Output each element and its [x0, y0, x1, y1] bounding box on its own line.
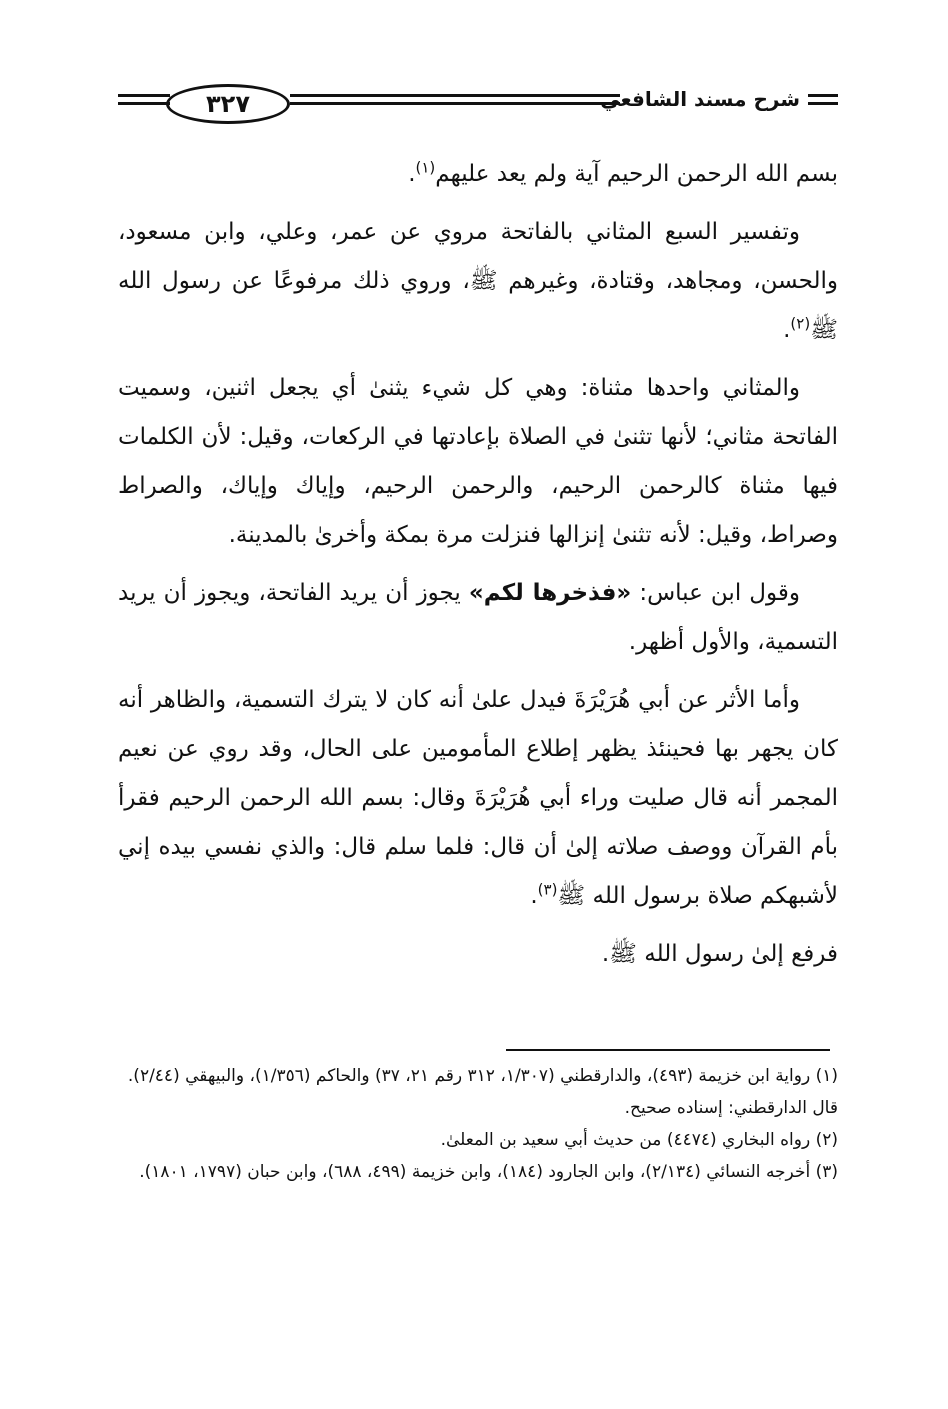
punctuation: . — [408, 161, 416, 187]
punctuation: . — [783, 317, 791, 343]
header-rule-right — [808, 94, 838, 97]
page-header — [118, 80, 838, 128]
paragraph — [118, 676, 838, 921]
paragraph-text: يجوز أن يريد الفاتحة، ويجوز أن يريد التسمية، والأول أظهر. — [118, 580, 838, 655]
paragraph-text: وقول ابن عباس: — [631, 580, 800, 606]
paragraph-text: وتفسير السبع المثاني بالفاتحة مروي عن عمر، وعلي، وابن مسعود، والحسن، ومجاهد، وقتادة، وغيرهم ﷺ، وروي ذلك مرفوعًا عن رسول الله ﷺ — [118, 219, 838, 343]
paragraph-text: بسم الله الرحمن الرحيم آية ولم يعد عليهم — [435, 161, 838, 187]
paragraph — [118, 150, 838, 199]
main-text — [118, 150, 838, 988]
footnote-separator — [506, 1049, 830, 1051]
paragraph: والمثاني واحدها مثناة: وهي كل شيء يثنىٰ أي يجعل اثنين، وسميت الفاتحة مثاني؛ لأنها تثنىٰ في الصلاة بإعادتها في الركعات، وقيل: لأن الكلمات فيها مثناة كالرحمن الرحيم، والرحمن الرحيم، وإياك وإياك، والصراط وصراط، وقيل: لأنه تثنىٰ إنزالها فنزلت مرة بمكة وأخرىٰ بالمدينة. — [118, 375, 838, 548]
footnote-ref: (٣) — [537, 880, 558, 899]
header-rule-left — [118, 94, 170, 97]
footnote: (١) رواية ابن خزيمة (٤٩٣)، والدارقطني (١/٣٠٧، ٣١٢ رقم ٢١، ٣٧) والحاكم (١/٣٥٦)، والبيهقي (٢/٤٤). — [127, 1066, 838, 1086]
footnote: (٣) أخرجه النسائي (٢/١٣٤)، وابن الجارود (١٨٤)، وابن خزيمة (٤٩٩، ٦٨٨)، وابن حبان (١٧٩٧، ١٨٠١). — [139, 1162, 838, 1182]
book-title: شرح مسند الشافعي — [600, 87, 800, 111]
header-rule-middle — [290, 94, 620, 97]
quoted-hadith: «فذخرها لكم» — [468, 580, 632, 606]
footnote: قال الدارقطني: إسناده صحيح. — [624, 1098, 838, 1118]
paragraph: فرفع إلىٰ رسول الله ﷺ. — [601, 941, 838, 967]
footnote: (٢) رواه البخاري (٤٤٧٤) من حديث أبي سعيد بن المعلىٰ. — [440, 1130, 838, 1150]
footnote-ref: (٢) — [790, 314, 811, 333]
paragraph — [118, 569, 838, 667]
page-number: ٣٢٧ — [166, 84, 290, 124]
punctuation: . — [530, 883, 538, 909]
header-rule-middle-lower — [290, 102, 620, 105]
paragraph-text: وأما الأثر عن أبي هُرَيْرَةَ فيدل علىٰ أنه كان لا يترك التسمية، والظاهر أنه كان يجهر بها فحينئذ يظهر إطلاع المأمومين على الحال، وقد روي عن نعيم المجمر أنه قال صليت وراء أبي هُرَيْرَةَ وقال: بسم الله الرحمن الرحيم فقرأ بأم القرآن ووصف صلاته إلىٰ أن قال: فلما سلم قال: والذي نفسي بيده إني لأشبهكم صلاة برسول الله ﷺ — [118, 687, 838, 909]
header-rule-right-lower — [808, 102, 838, 105]
footnote-ref: (١) — [415, 158, 436, 177]
paragraph — [118, 208, 838, 355]
footnotes — [118, 1060, 838, 1188]
header-rule-left-lower — [118, 102, 170, 105]
